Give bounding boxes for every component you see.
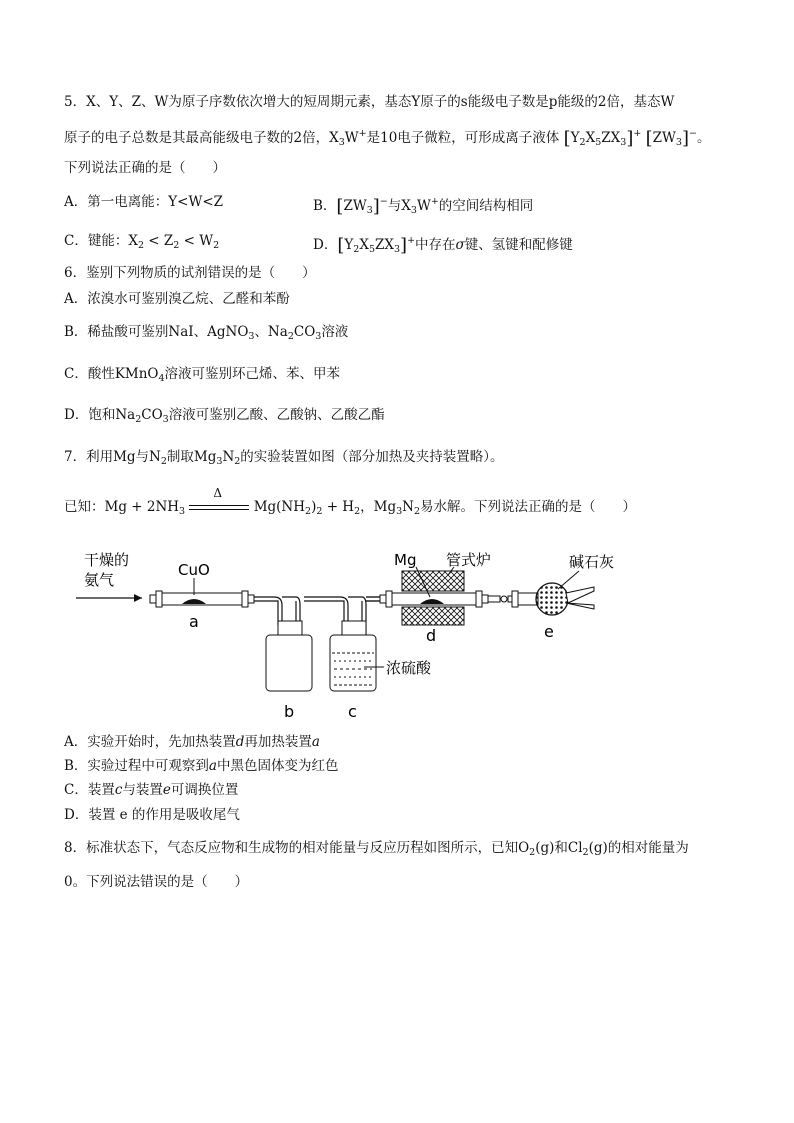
q7-option-c: C．装置c与装置e可调换位置 [64,782,239,798]
mg-label: Mg [394,551,417,569]
label-b: b [284,702,295,721]
q5-option-d: D．$[Y_2X_5ZX_3]^+$中存在σ键、氢键和配修键 [313,235,573,256]
q6-option-a: A．浓溴水可鉴别溴乙烷、乙醛和苯酚 [64,291,290,307]
q5-option-c: C．键能：$X_2 < Z_2 < W_2$ [64,233,220,251]
acid-label: 浓硫酸 [386,659,432,677]
connector-d-e [488,596,512,602]
q5-line2: 原子的电子总数是其最高能级电子数的2倍，$X_3W^+$是10电子微粒，可形成离子液体 $[Y_2X_5ZX_3]^+$ $[ZW_3]^-$。 [64,128,711,149]
gas-label-1: 干燥的 [84,551,130,569]
tube-a [150,591,254,607]
heating-arrow: Δ [189,501,249,515]
label-e: e [544,622,554,641]
label-a: a [189,612,199,631]
bottle-b [266,621,312,691]
label-c: c [348,702,357,721]
q7-option-d: D．装置 e 的作用是吸收尾气 [64,807,240,823]
q5-option-b: B．$[ZW_3]^-$与$X_3W^+$的空间结构相同 [313,196,534,217]
apparatus-figure [64,545,734,725]
cuo-label: CuO [178,561,210,579]
q7-stem: 7．利用Mg与$N_2$制取$Mg_3N_2$的实验装置如图（部分加热及夹持装置略）。 [64,449,504,467]
q6-option-d: D．饱和$Na_2CO_3$溶液可鉴别乙酸、乙酸钠、乙酸乙酯 [64,407,385,425]
q6-stem: 6．鉴别下列物质的试剂错误的是（ ） [64,265,316,281]
pipe-to-d [366,597,380,601]
furnace-label: 管式炉 [446,551,492,569]
q8-line2: 0。下列说法错误的是（ ） [64,874,249,890]
bottle-c [330,621,376,691]
tube-d [380,591,488,607]
label-d: d [426,626,437,645]
gas-label-2: 氨气 [84,571,115,589]
q7-option-a: A．实验开始时，先加热装置d再加热装置a [64,734,320,750]
q5-line3: 下列说法正确的是（ ） [64,160,226,176]
q7-known: 已知：$Mg + 2NH_3$ Δ $Mg(NH_2)_2 + H_2$，$Mg_3N_2$易水解。下列说法正确的是（ ） [64,485,636,517]
q8-line1: 8．标准状态下，气态反应物和生成物的相对能量与反应历程如图所示，已知$O_2(g)$和$Cl_2(g)$的相对能量为 [64,840,689,858]
q7-option-b: B．实验过程中可观察到a中黑色固体变为红色 [64,758,339,774]
soda-lime-label: 碱石灰 [569,553,615,571]
gas-inlet-arrow [76,594,142,602]
q5-option-a: A．第一电离能：Y<W<Z [64,194,224,210]
q6-option-c: C．酸性KMnO$_4$溶液可鉴别环己烯、苯、甲苯 [64,366,341,384]
q5-line1: 5．X、Y、Z、W为原子序数依次增大的短周期元素，基态Y原子的s能级电子数是p能级的2倍，基态W [64,94,675,110]
q6-option-b: B．稀盐酸可鉴别NaI、AgNO$_3$、$Na_2CO_3$溶液 [64,324,349,342]
drying-tube-e [512,583,594,615]
